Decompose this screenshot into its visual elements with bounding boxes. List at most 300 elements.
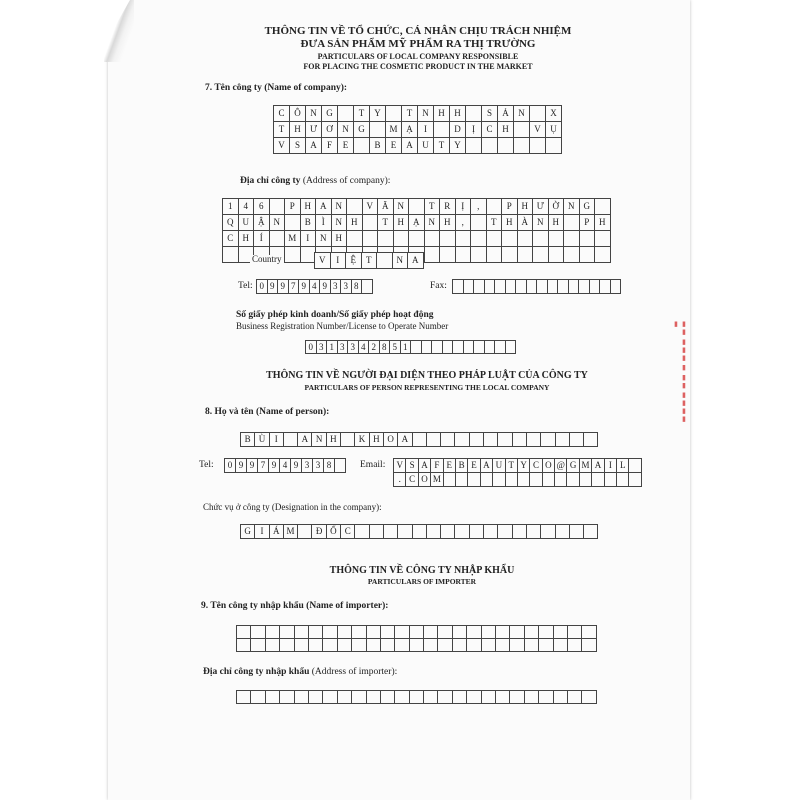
char-cell: T xyxy=(362,253,378,269)
char-cell xyxy=(482,691,496,704)
char-cell xyxy=(453,691,467,704)
char-cell xyxy=(510,639,524,652)
char-cell: 9 xyxy=(278,280,289,294)
char-cell: 3 xyxy=(348,341,359,354)
char-cell xyxy=(438,639,452,652)
char-cell xyxy=(338,626,352,639)
char-cell xyxy=(323,639,337,652)
char-cell xyxy=(558,280,569,294)
char-cell xyxy=(347,199,363,215)
char-cell: 9 xyxy=(236,459,247,473)
char-cell xyxy=(482,138,498,154)
char-cell xyxy=(582,639,596,652)
char-cell: 0 xyxy=(257,280,268,294)
char-cell xyxy=(518,247,534,263)
char-cell xyxy=(539,639,553,652)
char-cell xyxy=(363,231,379,247)
char-cell: @ xyxy=(555,459,567,473)
char-cell: H xyxy=(595,215,611,231)
char-cell xyxy=(285,247,301,263)
char-cell xyxy=(266,691,280,704)
char-cell xyxy=(555,473,567,487)
char-cell xyxy=(280,691,294,704)
char-cell xyxy=(495,280,506,294)
char-cell xyxy=(468,473,480,487)
char-cell xyxy=(513,433,527,447)
char-cell: L xyxy=(617,459,629,473)
char-cell: H xyxy=(440,215,456,231)
char-cell xyxy=(516,280,527,294)
char-cell: S xyxy=(290,138,306,154)
char-cell: T xyxy=(354,106,370,122)
char-cell: 7 xyxy=(258,459,269,473)
char-cell xyxy=(386,106,402,122)
char-cell xyxy=(514,138,530,154)
char-cell xyxy=(506,473,518,487)
char-cell: 1 xyxy=(327,341,338,354)
person-tel-grid[interactable] xyxy=(224,458,346,473)
char-cell: 1 xyxy=(223,199,239,215)
char-cell xyxy=(533,247,549,263)
char-cell xyxy=(482,626,496,639)
char-cell: 9 xyxy=(291,459,302,473)
char-cell xyxy=(582,626,596,639)
char-cell: P xyxy=(285,199,301,215)
char-cell: U xyxy=(418,138,434,154)
char-cell xyxy=(506,280,517,294)
char-cell xyxy=(295,639,309,652)
char-cell xyxy=(554,626,568,639)
char-cell xyxy=(485,341,496,354)
char-cell xyxy=(270,199,286,215)
char-cell xyxy=(251,691,265,704)
char-cell xyxy=(425,247,441,263)
char-cell xyxy=(453,639,467,652)
char-cell: Ị xyxy=(456,199,472,215)
char-cell: H xyxy=(332,231,348,247)
char-cell: A xyxy=(408,253,424,269)
char-cell: Ơ xyxy=(322,122,338,138)
importer-name-grid[interactable] xyxy=(236,625,597,652)
char-cell: H xyxy=(327,433,341,447)
char-cell: V xyxy=(394,459,406,473)
char-cell: T xyxy=(274,122,290,138)
char-cell xyxy=(432,341,443,354)
char-cell xyxy=(395,639,409,652)
char-cell: P xyxy=(580,215,596,231)
char-cell xyxy=(484,525,498,539)
char-cell xyxy=(549,231,565,247)
char-cell: 3 xyxy=(317,341,328,354)
char-cell xyxy=(467,691,481,704)
char-cell xyxy=(352,639,366,652)
char-cell: Y xyxy=(370,106,386,122)
char-cell: H xyxy=(347,215,363,231)
char-cell: H xyxy=(450,106,466,122)
char-cell: O xyxy=(384,433,398,447)
char-cell xyxy=(482,639,496,652)
char-cell xyxy=(338,106,354,122)
char-cell xyxy=(427,433,441,447)
char-cell: A xyxy=(316,199,332,215)
char-cell xyxy=(506,341,517,354)
representative-title-vi: THÔNG TIN VỀ NGƯỜI ĐẠI DIỆN THEO PHÁP LUẬT CỦA CÔNG TY xyxy=(266,370,588,381)
char-cell: T xyxy=(434,138,450,154)
char-cell xyxy=(487,247,503,263)
header-title-en-1: PARTICULARS OF LOCAL COMPANY RESPONSIBLE xyxy=(317,52,519,61)
char-cell: T xyxy=(378,215,394,231)
char-cell xyxy=(567,473,579,487)
char-cell: , xyxy=(456,215,472,231)
char-cell: H xyxy=(434,106,450,122)
char-cell xyxy=(410,626,424,639)
person-name-grid[interactable] xyxy=(240,432,598,447)
char-cell: Ạ xyxy=(409,215,425,231)
char-cell xyxy=(341,433,355,447)
char-cell xyxy=(554,639,568,652)
char-cell xyxy=(466,138,482,154)
char-cell xyxy=(470,433,484,447)
char-cell xyxy=(584,433,598,447)
char-cell xyxy=(425,231,441,247)
importer-title-en: PARTICULARS OF IMPORTER xyxy=(367,577,477,586)
char-cell: U xyxy=(239,215,255,231)
char-cell xyxy=(510,626,524,639)
char-cell xyxy=(518,473,530,487)
char-cell xyxy=(438,691,452,704)
char-cell xyxy=(440,247,456,263)
importer-name-label: 9. Tên công ty nhập khẩu (Name of importer): xyxy=(201,601,389,611)
char-cell xyxy=(456,231,472,247)
char-cell xyxy=(441,433,455,447)
char-cell xyxy=(395,691,409,704)
char-cell: C xyxy=(223,231,239,247)
importer-title-vi: THÔNG TIN VỀ CÔNG TY NHẬP KHẨU xyxy=(329,565,515,576)
char-cell: U xyxy=(493,459,505,473)
char-cell xyxy=(354,138,370,154)
char-cell: V xyxy=(530,122,546,138)
char-cell: 0 xyxy=(306,341,317,354)
char-cell: N xyxy=(270,215,286,231)
char-cell xyxy=(605,473,617,487)
char-cell: 4 xyxy=(359,341,370,354)
char-cell xyxy=(237,626,251,639)
char-cell: Ệ xyxy=(346,253,362,269)
char-cell xyxy=(298,525,312,539)
char-cell: M xyxy=(386,122,402,138)
char-cell xyxy=(582,691,596,704)
char-cell xyxy=(568,626,582,639)
char-cell xyxy=(514,122,530,138)
char-cell xyxy=(309,691,323,704)
char-cell: G xyxy=(241,525,255,539)
company-address-label: Địa chỉ công ty (Address of company): xyxy=(240,176,391,186)
char-cell: I xyxy=(301,231,317,247)
char-cell: X xyxy=(546,106,562,122)
char-cell xyxy=(584,525,598,539)
company-fax-label: Fax: xyxy=(430,281,447,291)
license-number-grid[interactable] xyxy=(305,340,516,354)
char-cell: E xyxy=(468,459,480,473)
license-label-en: Business Registration Number/License to Operate Number xyxy=(236,321,449,331)
char-cell: B xyxy=(370,138,386,154)
char-cell: S xyxy=(406,459,418,473)
char-cell: I xyxy=(418,122,434,138)
char-cell: 9 xyxy=(268,280,279,294)
char-cell xyxy=(498,525,512,539)
char-cell xyxy=(595,199,611,215)
char-cell: O xyxy=(543,459,555,473)
char-cell: B xyxy=(241,433,255,447)
char-cell: Ố xyxy=(327,525,341,539)
char-cell: 0 xyxy=(225,459,236,473)
char-cell: N xyxy=(564,199,580,215)
char-cell: N xyxy=(332,215,348,231)
char-cell xyxy=(362,280,373,294)
char-cell xyxy=(456,473,468,487)
char-cell xyxy=(237,639,251,652)
importer-address-grid[interactable] xyxy=(236,690,597,704)
char-cell: A xyxy=(481,459,493,473)
person-tel-label: Tel: xyxy=(199,460,214,470)
char-cell: Y xyxy=(450,138,466,154)
char-cell: C xyxy=(406,473,418,487)
char-cell: R xyxy=(440,199,456,215)
char-cell: N xyxy=(312,433,326,447)
char-cell xyxy=(338,639,352,652)
char-cell: N xyxy=(332,199,348,215)
char-cell: Ă xyxy=(378,199,394,215)
char-cell xyxy=(487,231,503,247)
char-cell xyxy=(525,639,539,652)
char-cell: H xyxy=(370,433,384,447)
char-cell xyxy=(411,341,422,354)
char-cell: A xyxy=(298,433,312,447)
char-cell xyxy=(266,626,280,639)
char-cell xyxy=(498,138,514,154)
char-cell: B xyxy=(301,215,317,231)
char-cell xyxy=(381,626,395,639)
char-cell xyxy=(352,626,366,639)
char-cell xyxy=(611,280,622,294)
char-cell xyxy=(367,626,381,639)
char-cell xyxy=(569,280,580,294)
char-cell: V xyxy=(274,138,290,154)
char-cell: 6 xyxy=(254,199,270,215)
char-cell xyxy=(600,280,611,294)
char-cell: M xyxy=(431,473,443,487)
char-cell: 4 xyxy=(310,280,321,294)
char-cell xyxy=(456,247,472,263)
char-cell xyxy=(527,280,538,294)
char-cell xyxy=(474,341,485,354)
char-cell xyxy=(580,473,592,487)
char-cell: Ờ xyxy=(549,199,565,215)
char-cell: G xyxy=(354,122,370,138)
header-title-en-2: FOR PLACING THE COSMETIC PRODUCT IN THE MARKET xyxy=(303,62,533,71)
char-cell xyxy=(481,473,493,487)
char-cell xyxy=(410,639,424,652)
char-cell xyxy=(518,231,534,247)
char-cell xyxy=(335,459,346,473)
char-cell: 8 xyxy=(380,341,391,354)
country-value-grid[interactable] xyxy=(314,252,424,269)
char-cell: A xyxy=(398,433,412,447)
char-cell xyxy=(378,231,394,247)
char-cell xyxy=(502,247,518,263)
person-email-label: Email: xyxy=(360,460,386,470)
representative-title-en: PARTICULARS OF PERSON REPRESENTING THE LOCAL COMPANY xyxy=(304,383,550,392)
char-cell: C xyxy=(482,122,498,138)
char-cell xyxy=(284,433,298,447)
char-cell xyxy=(498,433,512,447)
char-cell xyxy=(370,122,386,138)
char-cell xyxy=(564,247,580,263)
char-cell: Y xyxy=(518,459,530,473)
char-cell: D xyxy=(450,122,466,138)
char-cell: F xyxy=(431,459,443,473)
char-cell: E xyxy=(444,459,456,473)
char-cell xyxy=(413,525,427,539)
person-email-grid[interactable] xyxy=(393,458,642,487)
char-cell: Ù xyxy=(255,433,269,447)
char-cell: N xyxy=(394,199,410,215)
char-cell xyxy=(309,639,323,652)
char-cell xyxy=(543,473,555,487)
char-cell xyxy=(223,247,239,263)
char-cell: H xyxy=(549,215,565,231)
char-cell xyxy=(338,691,352,704)
char-cell: Ậ xyxy=(254,215,270,231)
char-cell xyxy=(467,639,481,652)
char-cell xyxy=(347,231,363,247)
char-cell: 9 xyxy=(269,459,280,473)
char-cell xyxy=(592,473,604,487)
char-cell: Ạ xyxy=(402,122,418,138)
license-label-vi: Số giấy phép kinh doanh/Số giấy phép hoạt động xyxy=(236,310,434,320)
char-cell: C xyxy=(530,459,542,473)
char-cell xyxy=(384,525,398,539)
char-cell xyxy=(484,433,498,447)
char-cell xyxy=(487,199,503,215)
char-cell: 3 xyxy=(338,341,349,354)
company-name-grid[interactable] xyxy=(273,105,562,154)
char-cell xyxy=(564,215,580,231)
char-cell xyxy=(539,691,553,704)
char-cell xyxy=(453,626,467,639)
char-cell: H xyxy=(290,122,306,138)
char-cell xyxy=(377,253,393,269)
char-cell xyxy=(467,626,481,639)
char-cell: 8 xyxy=(352,280,363,294)
char-cell: H xyxy=(518,199,534,215)
char-cell: Ụ xyxy=(546,122,562,138)
char-cell xyxy=(471,231,487,247)
char-cell xyxy=(434,122,450,138)
char-cell: 3 xyxy=(341,280,352,294)
char-cell xyxy=(579,280,590,294)
char-cell: I xyxy=(255,525,269,539)
char-cell: Q xyxy=(223,215,239,231)
char-cell xyxy=(564,231,580,247)
company-tel-grid[interactable] xyxy=(256,279,373,294)
char-cell: Ả xyxy=(498,106,514,122)
char-cell xyxy=(595,247,611,263)
char-cell: N xyxy=(393,253,409,269)
char-cell xyxy=(541,525,555,539)
char-cell xyxy=(367,691,381,704)
char-cell: Ư xyxy=(306,122,322,138)
char-cell: H xyxy=(301,199,317,215)
char-cell xyxy=(427,525,441,539)
char-cell xyxy=(530,138,546,154)
char-cell xyxy=(525,691,539,704)
char-cell xyxy=(580,247,596,263)
country-label: Country xyxy=(252,254,282,264)
char-cell: T xyxy=(402,106,418,122)
char-cell xyxy=(466,106,482,122)
char-cell xyxy=(409,199,425,215)
char-cell xyxy=(539,626,553,639)
char-cell: 3 xyxy=(331,280,342,294)
char-cell: Ư xyxy=(533,199,549,215)
designation-grid[interactable] xyxy=(240,524,598,539)
char-cell xyxy=(530,106,546,122)
char-cell xyxy=(617,473,629,487)
char-cell: À xyxy=(518,215,534,231)
char-cell xyxy=(527,433,541,447)
char-cell xyxy=(464,341,475,354)
company-name-label: 7. Tên công ty (Name of company): xyxy=(205,83,348,93)
char-cell xyxy=(381,639,395,652)
char-cell xyxy=(270,231,286,247)
char-cell xyxy=(295,691,309,704)
char-cell: M xyxy=(284,525,298,539)
char-cell: O xyxy=(419,473,431,487)
char-cell: 4 xyxy=(280,459,291,473)
char-cell: E xyxy=(386,138,402,154)
char-cell: Á xyxy=(270,525,284,539)
char-cell xyxy=(502,231,518,247)
char-cell xyxy=(496,639,510,652)
char-cell xyxy=(413,433,427,447)
page-fold-corner xyxy=(96,0,130,60)
char-cell: A xyxy=(306,138,322,154)
char-cell xyxy=(525,626,539,639)
char-cell: G xyxy=(322,106,338,122)
char-cell: A xyxy=(402,138,418,154)
char-cell: Ì xyxy=(316,215,332,231)
company-fax-grid[interactable] xyxy=(452,279,621,294)
char-cell xyxy=(471,247,487,263)
char-cell: M xyxy=(580,459,592,473)
char-cell xyxy=(323,626,337,639)
char-cell xyxy=(440,231,456,247)
char-cell: 9 xyxy=(299,280,310,294)
char-cell xyxy=(363,215,379,231)
char-cell xyxy=(453,280,464,294)
char-cell xyxy=(295,626,309,639)
char-cell: N xyxy=(338,122,354,138)
char-cell xyxy=(280,639,294,652)
char-cell xyxy=(629,459,641,473)
char-cell: , xyxy=(471,199,487,215)
char-cell xyxy=(556,433,570,447)
char-cell: T xyxy=(425,199,441,215)
char-cell xyxy=(495,341,506,354)
char-cell xyxy=(537,280,548,294)
char-cell xyxy=(541,433,555,447)
